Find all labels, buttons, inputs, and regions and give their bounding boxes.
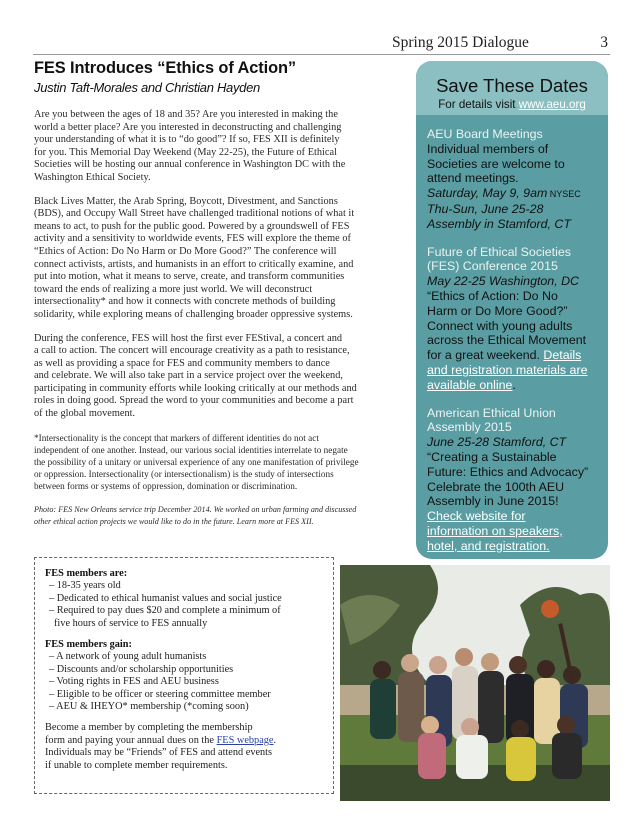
list-item: five hours of service to FES annually <box>54 617 208 629</box>
footnote: *Intersectionality is the concept that markers of different identities do not act independent of one another. Instead, our various social identities interrelate to negate the possibility of a unitary or universal experience of any one manifestation of privilege or oppression. Intersectionality (or intersectionalism) is the study of intersections between forms or systems of oppression, domination or discrimination. <box>34 432 359 492</box>
event-description: “Ethics of Action: Do No Harm or Do More Good?” Connect with young adults across the Ethical Movement for a great weekend. Details and registration materials are available online. <box>427 288 588 392</box>
membership-box <box>34 557 334 794</box>
event-date: June 25-28 Stamford, CT <box>427 435 567 450</box>
header-rule <box>33 54 610 55</box>
list-item: – A network of young adult humanists <box>49 651 207 663</box>
sidebar-header <box>416 61 608 115</box>
event-heading: American Ethical Union Assembly 2015 <box>427 405 556 435</box>
event-heading: Future of Ethical Societies (FES) Conference 2015 <box>427 244 571 274</box>
page-header <box>390 34 608 56</box>
sidebar-subtitle: For details visit www.aeu.org <box>438 98 586 111</box>
list-item: – Discounts and/or scholarship opportunities <box>49 663 234 675</box>
fes-details-link[interactable]: Details and registration materials are available online <box>427 348 588 392</box>
list-item: – Dedicated to ethical humanist values and social justice <box>49 592 282 604</box>
article-title: FES Introduces “Ethics of Action” <box>34 59 297 77</box>
group-photo-image <box>340 565 610 801</box>
gains-heading: FES members gain: <box>45 639 132 651</box>
article-paragraph: Are you between the ages of 18 and 35? Are you interested in making the world a better place? Are you interested in deconstructing and challenging your understanding of what it is to “do good”? If so, FES XII is definitely for you. This Memorial Day Weekend (May 22-25), the Future of Ethical Societies will be hosting our annual conference in Washington DC with the Washington Ethical Society. <box>34 109 346 183</box>
event-date: May 22-25 Washington, DC <box>427 274 579 289</box>
list-item: – Eligible to be officer or steering committee member <box>49 688 271 700</box>
fes-webpage-link[interactable]: FES webpage <box>216 734 274 746</box>
article <box>34 58 402 528</box>
event-description: Individual members of Societies are welcome to attend meetings. <box>427 141 565 186</box>
article-authors: Justin Taft-Morales and Christian Hayden <box>34 80 260 95</box>
photo-caption: Photo: FES New Orleans service trip December 2014. We worked on urban farming and discussed other ethical action projects we would like to do in the future. Learn more at FES XII. <box>34 505 357 526</box>
sidebar-title: Save These Dates <box>436 75 588 96</box>
article-paragraph: Black Lives Matter, the Arab Spring, Boycott, Divestment, and Sanctions (BDS), and Occupy Wall Street have challenged traditional notions of what it means to act, to push for the public good. Powered by a groundswell of FES activity and a sensitivity to worldwide events, FES will explore the theme of “Ethics of Action: Do No Harm or Do More Good?” The conference will connect activists, artists, and humanists in an effort to critically examine, and put into motion, what it means to serve, create, and transform communities toward the ends of realizing a more just world. We will deconstruct intersectionality* and how it connects with concrete methods of building solidarity, while exploring means of challenging broader oppressive systems. <box>34 195 355 320</box>
list-item: – AEU & IHEYO* membership (*coming soon) <box>49 701 249 713</box>
sidebar-body <box>427 127 605 567</box>
assembly-website-link[interactable]: Check website for information on speakers, hotel, and registration. <box>427 509 563 553</box>
save-dates-sidebar <box>416 61 608 559</box>
aeu-website-link[interactable]: www.aeu.org <box>518 98 586 111</box>
members-heading: FES members are: <box>45 568 128 579</box>
group-photo <box>340 565 610 801</box>
article-paragraph: During the conference, FES will host the first ever FEStival, a concert and a call to action. The concert will encourage creativity as a path to resistance, as well as providing a space for FES and community members to dance and celebrate. We will also take part in a service project over the weekend, participating in community efforts while looking critically at our methods and roles in doing good. Spread the word to your communities and become a part of the global movement. <box>34 332 357 420</box>
list-item: – 18-35 years old <box>49 580 121 592</box>
event-heading: AEU Board Meetings <box>427 127 543 141</box>
newsletter-title: Spring 2015 Dialogue <box>392 34 529 51</box>
list-item: – Voting rights in FES and AEU business <box>49 676 219 688</box>
event-description: “Creating a Sustainable Future: Ethics and Advocacy” Celebrate the 100th AEU Assembly in June 2015! Check website for information on speakers, hotel, and registration. <box>427 449 589 553</box>
event-date: Saturday, May 9, 9am NYSEC Thu-Sun, June 25-28 Assembly in Stamford, CT <box>427 186 581 231</box>
event-aeu-board <box>427 127 605 232</box>
event-aeu-assembly <box>427 406 605 554</box>
page-number: 3 <box>600 34 608 51</box>
event-fes-conference <box>427 245 605 393</box>
list-item: – Required to pay dues $20 and complete a minimum of <box>49 605 281 617</box>
membership-note: Become a member by completing the membership form and paying your annual dues on the FES webpage. Individuals may be “Friends” of FES and attend events if unable to complete member requirements. <box>45 722 277 771</box>
